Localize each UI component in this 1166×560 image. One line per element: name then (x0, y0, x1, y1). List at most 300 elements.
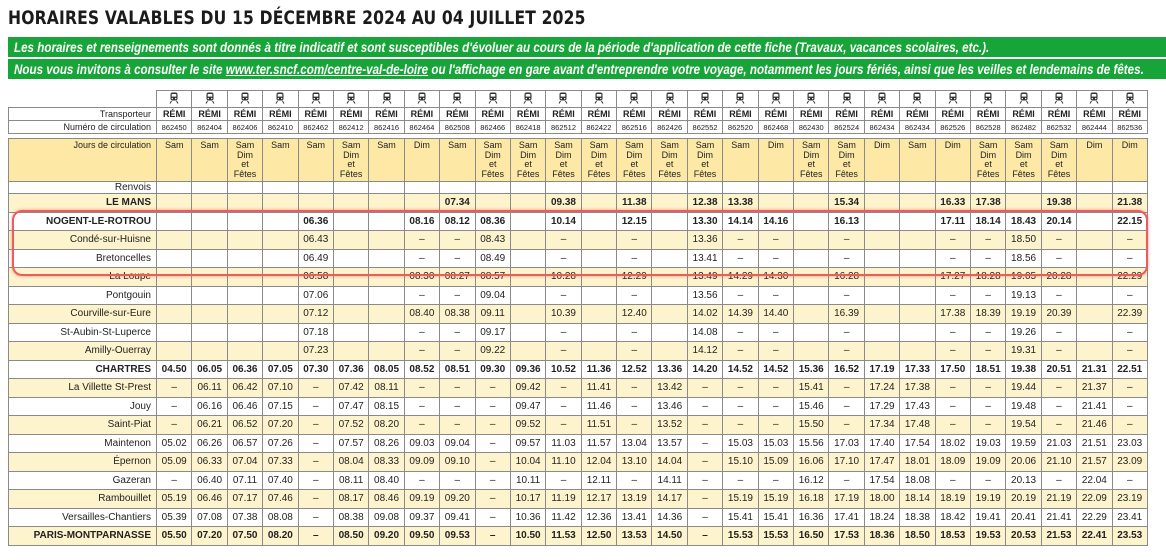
train-icon-cell (758, 91, 793, 108)
time-cell: 19.05 (1006, 268, 1041, 287)
time-cell: – (1041, 416, 1076, 435)
time-cell (1077, 231, 1112, 250)
time-cell (263, 286, 298, 305)
day-word: Fêtes (481, 168, 504, 179)
time-cell: 09.11 (475, 305, 510, 324)
time-cell: 07.10 (263, 379, 298, 398)
train-icon (1125, 92, 1135, 104)
transporteur-cell: RÉMI (1112, 108, 1147, 121)
time-cell (333, 212, 368, 231)
day-word: Dim (1086, 140, 1103, 150)
time-cell: 17.41 (829, 508, 864, 527)
transporteur-cell: RÉMI (864, 108, 899, 121)
time-cell (333, 286, 368, 305)
time-cell: 11.51 (581, 416, 616, 435)
train-icon (523, 92, 533, 104)
stop-name: CHARTRES (9, 360, 157, 379)
transporteur-cell: RÉMI (1077, 108, 1112, 121)
time-cell (794, 249, 829, 268)
time-cell (263, 323, 298, 342)
time-cell (581, 231, 616, 250)
time-cell: 07.50 (227, 527, 262, 546)
days-cell (263, 139, 298, 182)
time-cell (1077, 305, 1112, 324)
time-cell: 07.05 (263, 360, 298, 379)
time-cell: 17.47 (864, 453, 899, 472)
time-cell: 13.46 (652, 397, 687, 416)
time-cell (794, 286, 829, 305)
time-cell: 05.19 (157, 490, 192, 509)
time-cell: 18.51 (970, 360, 1005, 379)
time-cell: – (298, 434, 333, 453)
time-cell: 05.02 (157, 434, 192, 453)
time-cell: 18.19 (935, 490, 970, 509)
time-cell (227, 305, 262, 324)
time-cell: 23.19 (1112, 490, 1147, 509)
day-word: Sam (589, 140, 609, 150)
time-cell: – (687, 453, 722, 472)
time-cell (298, 194, 333, 213)
time-cell: 07.30 (298, 360, 333, 379)
time-cell: 18.53 (935, 527, 970, 546)
time-cell: – (440, 231, 475, 250)
numero-label: Numéro de circulation (9, 121, 157, 134)
train-icon (806, 92, 816, 104)
train-number: 862450 (157, 121, 192, 134)
train-number: 862536 (1112, 121, 1147, 134)
transporteur-cell: RÉMI (475, 108, 510, 121)
time-cell: – (404, 471, 439, 490)
transporteur-cell: RÉMI (263, 108, 298, 121)
time-cell (157, 194, 192, 213)
time-cell: 19.44 (1006, 379, 1041, 398)
time-cell: 14.12 (687, 342, 722, 361)
transporteur-cell: RÉMI (510, 108, 545, 121)
time-cell: 08.38 (440, 305, 475, 324)
time-cell: 19.54 (1006, 416, 1041, 435)
time-cell: 07.06 (298, 286, 333, 305)
time-cell: – (440, 471, 475, 490)
time-cell (157, 323, 192, 342)
train-number: 862468 (758, 121, 793, 134)
time-cell: – (829, 342, 864, 361)
time-cell: 16.36 (794, 508, 829, 527)
renvois-label: Renvois (9, 182, 157, 194)
time-cell: 08.08 (263, 508, 298, 527)
time-cell: 09.47 (510, 397, 545, 416)
website-link[interactable]: www.ter.sncf.com/centre-val-de-loire (225, 61, 429, 77)
train-icon-cell (1006, 91, 1041, 108)
renvoi-cell (617, 182, 652, 194)
time-cell: – (617, 471, 652, 490)
time-cell: 05.09 (157, 453, 192, 472)
time-cell: – (475, 453, 510, 472)
days-cell (1077, 139, 1112, 182)
renvoi-cell (475, 182, 510, 194)
time-cell (581, 268, 616, 287)
time-cell (263, 212, 298, 231)
time-cell: 11.46 (581, 397, 616, 416)
day-word: Dim (661, 149, 678, 160)
time-cell: 09.17 (475, 323, 510, 342)
time-cell (157, 249, 192, 268)
day-word: Sam (660, 140, 679, 150)
time-cell: 11.53 (546, 527, 581, 546)
time-cell: 15.19 (723, 490, 758, 509)
time-cell: 16.39 (829, 305, 864, 324)
days-cell (475, 139, 510, 182)
train-icon (735, 92, 745, 104)
time-cell (864, 212, 899, 231)
time-cell: 07.18 (298, 323, 333, 342)
time-cell: 17.53 (829, 527, 864, 546)
time-cell: – (546, 249, 581, 268)
time-cell: – (298, 397, 333, 416)
train-icon-cell (546, 91, 581, 108)
time-cell (900, 212, 935, 231)
time-cell (900, 305, 935, 324)
day-word: Sam (908, 140, 927, 150)
time-cell: 17.29 (864, 397, 899, 416)
time-cell: – (1112, 231, 1147, 250)
day-word: Fêtes (835, 168, 858, 179)
time-cell (581, 342, 616, 361)
time-cell: 09.37 (404, 508, 439, 527)
time-cell (192, 194, 227, 213)
time-cell: 23.03 (1112, 434, 1147, 453)
time-cell: – (404, 397, 439, 416)
time-cell: 08.57 (475, 268, 510, 287)
time-cell: – (758, 249, 793, 268)
time-cell: 17.03 (829, 434, 864, 453)
time-cell: 14.20 (687, 360, 722, 379)
time-cell: – (687, 508, 722, 527)
day-word: Dim (980, 149, 997, 160)
time-cell (900, 286, 935, 305)
time-cell: 20.06 (1006, 453, 1041, 472)
transporteur-cell: RÉMI (404, 108, 439, 121)
time-cell: 11.42 (546, 508, 581, 527)
day-word: et (347, 159, 355, 169)
time-cell: 22.39 (1112, 305, 1147, 324)
train-icon-cell (1112, 91, 1147, 108)
renvoi-cell (404, 182, 439, 194)
time-cell: 07.34 (440, 194, 475, 213)
time-cell (900, 249, 935, 268)
time-cell (794, 305, 829, 324)
time-cell (652, 194, 687, 213)
advice-banner (8, 59, 1166, 79)
time-cell: 17.38 (970, 194, 1005, 213)
time-cell: – (298, 527, 333, 546)
time-cell: 17.11 (935, 212, 970, 231)
time-cell (192, 212, 227, 231)
time-cell: – (404, 323, 439, 342)
train-number: 862462 (298, 121, 333, 134)
time-cell: 08.33 (369, 453, 404, 472)
renvoi-cell (192, 182, 227, 194)
time-cell: 18.50 (900, 527, 935, 546)
time-cell: 20.51 (1041, 360, 1076, 379)
time-cell: – (1041, 286, 1076, 305)
stop-name: Rambouillet (9, 490, 157, 509)
time-cell (192, 231, 227, 250)
time-cell: – (935, 231, 970, 250)
days-cell (864, 139, 899, 182)
train-icon (594, 92, 604, 104)
train-icon-cell (935, 91, 970, 108)
time-cell: 06.11 (192, 379, 227, 398)
time-cell (263, 342, 298, 361)
day-word: Dim (838, 149, 855, 160)
time-cell: 19.53 (970, 527, 1005, 546)
stop-row (9, 194, 1148, 213)
stop-name: PARIS-MONTPARNASSE (9, 527, 157, 546)
day-word: Sam (235, 140, 255, 150)
time-cell: – (723, 342, 758, 361)
time-cell: 21.46 (1077, 416, 1112, 435)
time-cell: 10.14 (546, 212, 581, 231)
time-cell (157, 231, 192, 250)
time-cell: 20.14 (1041, 212, 1076, 231)
time-cell: 18.28 (970, 268, 1005, 287)
time-cell: 15.41 (758, 508, 793, 527)
time-cell: – (1041, 249, 1076, 268)
train-number: 862524 (829, 121, 864, 134)
time-cell: – (440, 416, 475, 435)
time-cell: – (687, 434, 722, 453)
time-cell: 07.46 (263, 490, 298, 509)
time-cell: 06.46 (192, 490, 227, 509)
time-cell: 10.11 (510, 471, 545, 490)
time-cell: 13.36 (687, 231, 722, 250)
time-cell: 17.50 (935, 360, 970, 379)
time-cell (369, 249, 404, 268)
time-cell: 19.59 (1006, 434, 1041, 453)
time-cell (864, 194, 899, 213)
page-title: HORAIRES VALABLES DU 15 DÉCEMBRE 2024 AU 04 JUILLET 2025 (8, 7, 586, 29)
time-cell: 06.36 (227, 360, 262, 379)
time-cell: 10.36 (510, 508, 545, 527)
stop-name: Bretoncelles (9, 249, 157, 268)
day-word: Dim (1050, 149, 1067, 160)
time-cell: 15.50 (794, 416, 829, 435)
time-cell (581, 212, 616, 231)
time-cell: – (546, 397, 581, 416)
time-cell (1077, 194, 1112, 213)
time-cell: 18.24 (864, 508, 899, 527)
time-cell: 13.57 (652, 434, 687, 453)
time-cell: – (935, 286, 970, 305)
time-cell: 14.14 (723, 212, 758, 231)
time-cell (192, 249, 227, 268)
info-banner (8, 37, 1166, 57)
time-cell: 09.38 (546, 194, 581, 213)
time-cell: – (1041, 379, 1076, 398)
time-cell: 06.16 (192, 397, 227, 416)
time-cell: – (723, 416, 758, 435)
train-number: 862520 (723, 121, 758, 134)
renvoi-cell (829, 182, 864, 194)
train-icon-cell (794, 91, 829, 108)
day-word: Dim (1015, 149, 1032, 160)
time-cell: 09.20 (440, 490, 475, 509)
time-cell: – (758, 379, 793, 398)
days-cell (369, 139, 404, 182)
renvoi-cell (1077, 182, 1112, 194)
time-cell: 09.53 (440, 527, 475, 546)
time-cell: 08.50 (333, 527, 368, 546)
time-cell: 18.50 (1006, 231, 1041, 250)
time-cell: 13.38 (723, 194, 758, 213)
day-word: et (1019, 159, 1028, 169)
time-cell: – (475, 490, 510, 509)
time-cell: 09.08 (369, 508, 404, 527)
time-cell: – (1112, 416, 1147, 435)
time-cell (227, 268, 262, 287)
time-cell: 21.37 (1077, 379, 1112, 398)
time-cell: 15.03 (723, 434, 758, 453)
train-icon (346, 92, 356, 104)
time-cell: 07.08 (192, 508, 227, 527)
train-number: 862418 (510, 121, 545, 134)
time-cell: 09.19 (404, 490, 439, 509)
time-cell: – (935, 379, 970, 398)
time-cell: 06.05 (192, 360, 227, 379)
time-cell (369, 212, 404, 231)
renvoi-cell (440, 182, 475, 194)
time-cell (192, 342, 227, 361)
stop-row (9, 527, 1148, 546)
time-cell (1077, 249, 1112, 268)
time-cell: 17.43 (900, 397, 935, 416)
time-cell: – (970, 249, 1005, 268)
time-cell (157, 212, 192, 231)
day-word: Sam (271, 140, 290, 150)
stop-name: Versailles-Chantiers (9, 508, 157, 527)
days-cell (758, 139, 793, 182)
time-cell (1006, 194, 1041, 213)
time-cell: – (404, 249, 439, 268)
day-word: Dim (697, 149, 714, 160)
time-cell: – (758, 231, 793, 250)
time-cell: 07.04 (227, 453, 262, 472)
time-cell: 09.09 (404, 453, 439, 472)
time-cell: – (157, 397, 192, 416)
stop-name: NOGENT-LE-ROTROU (9, 212, 157, 231)
time-cell: 19.26 (1006, 323, 1041, 342)
time-cell: 07.12 (298, 305, 333, 324)
days-cell (935, 139, 970, 182)
train-number: 862528 (970, 121, 1005, 134)
train-number: 862404 (192, 121, 227, 134)
time-cell: – (546, 231, 581, 250)
time-cell: 14.52 (758, 360, 793, 379)
stop-row (9, 342, 1148, 361)
time-cell: 13.36 (652, 360, 687, 379)
renvoi-cell (263, 182, 298, 194)
time-cell: – (440, 397, 475, 416)
train-number: 862512 (546, 121, 581, 134)
time-cell: 13.42 (652, 379, 687, 398)
time-cell: – (475, 416, 510, 435)
advice-text-end: ou l'affichage en gare avant d'entreprendre votre voyage, notamment les jours fériés, ainsi que les veilles et lendemains de fêtes. (428, 61, 1144, 77)
time-cell: – (546, 471, 581, 490)
train-number: 862508 (440, 121, 475, 134)
transporteur-cell: RÉMI (369, 108, 404, 121)
time-cell: – (687, 527, 722, 546)
renvoi-cell (1006, 182, 1041, 194)
time-cell: 06.52 (227, 416, 262, 435)
time-cell: 08.43 (475, 231, 510, 250)
stop-name: Maintenon (9, 434, 157, 453)
time-cell (510, 286, 545, 305)
time-cell: 07.40 (263, 471, 298, 490)
time-cell (794, 342, 829, 361)
day-word: Sam (341, 140, 361, 150)
day-word: Fêtes (1047, 168, 1071, 179)
time-cell: 19.41 (970, 508, 1005, 527)
day-word: Sam (483, 140, 502, 150)
time-cell: 07.36 (333, 360, 368, 379)
transporteur-cell: RÉMI (440, 108, 475, 121)
time-cell (192, 323, 227, 342)
time-cell (227, 286, 262, 305)
days-cell (617, 139, 652, 182)
time-cell: 16.18 (794, 490, 829, 509)
renvoi-cell (864, 182, 899, 194)
train-icon (311, 92, 321, 104)
time-cell (510, 231, 545, 250)
time-cell: – (935, 397, 970, 416)
time-cell (581, 286, 616, 305)
time-cell: 23.53 (1112, 527, 1147, 546)
time-cell: 18.09 (935, 453, 970, 472)
time-cell (263, 194, 298, 213)
day-word: Sam (164, 140, 184, 150)
train-number: 862426 (652, 121, 687, 134)
time-cell: – (1112, 323, 1147, 342)
days-cell (1041, 139, 1076, 182)
time-cell: 13.41 (687, 249, 722, 268)
day-word: Dim (874, 140, 890, 150)
time-cell: 16.13 (829, 212, 864, 231)
time-cell (1077, 342, 1112, 361)
time-cell: – (1112, 286, 1147, 305)
train-icon-cell (900, 91, 935, 108)
time-cell (900, 268, 935, 287)
transporteur-cell: RÉMI (900, 108, 935, 121)
time-cell: 18.36 (864, 527, 899, 546)
time-cell: 18.01 (900, 453, 935, 472)
time-cell (510, 268, 545, 287)
time-cell: 21.57 (1077, 453, 1112, 472)
renvoi-cell (227, 182, 262, 194)
time-cell: 05.50 (157, 527, 192, 546)
time-cell (864, 268, 899, 287)
time-cell: – (723, 286, 758, 305)
time-cell: 08.16 (404, 212, 439, 231)
time-cell (227, 342, 262, 361)
day-word: et (665, 159, 674, 169)
time-cell: 08.11 (369, 379, 404, 398)
time-cell: 11.57 (581, 434, 616, 453)
train-icon-cell (687, 91, 722, 108)
time-cell: 22.15 (1112, 212, 1147, 231)
transporteur-cell: RÉMI (935, 108, 970, 121)
time-cell: – (617, 397, 652, 416)
day-word: Dim (767, 140, 784, 150)
